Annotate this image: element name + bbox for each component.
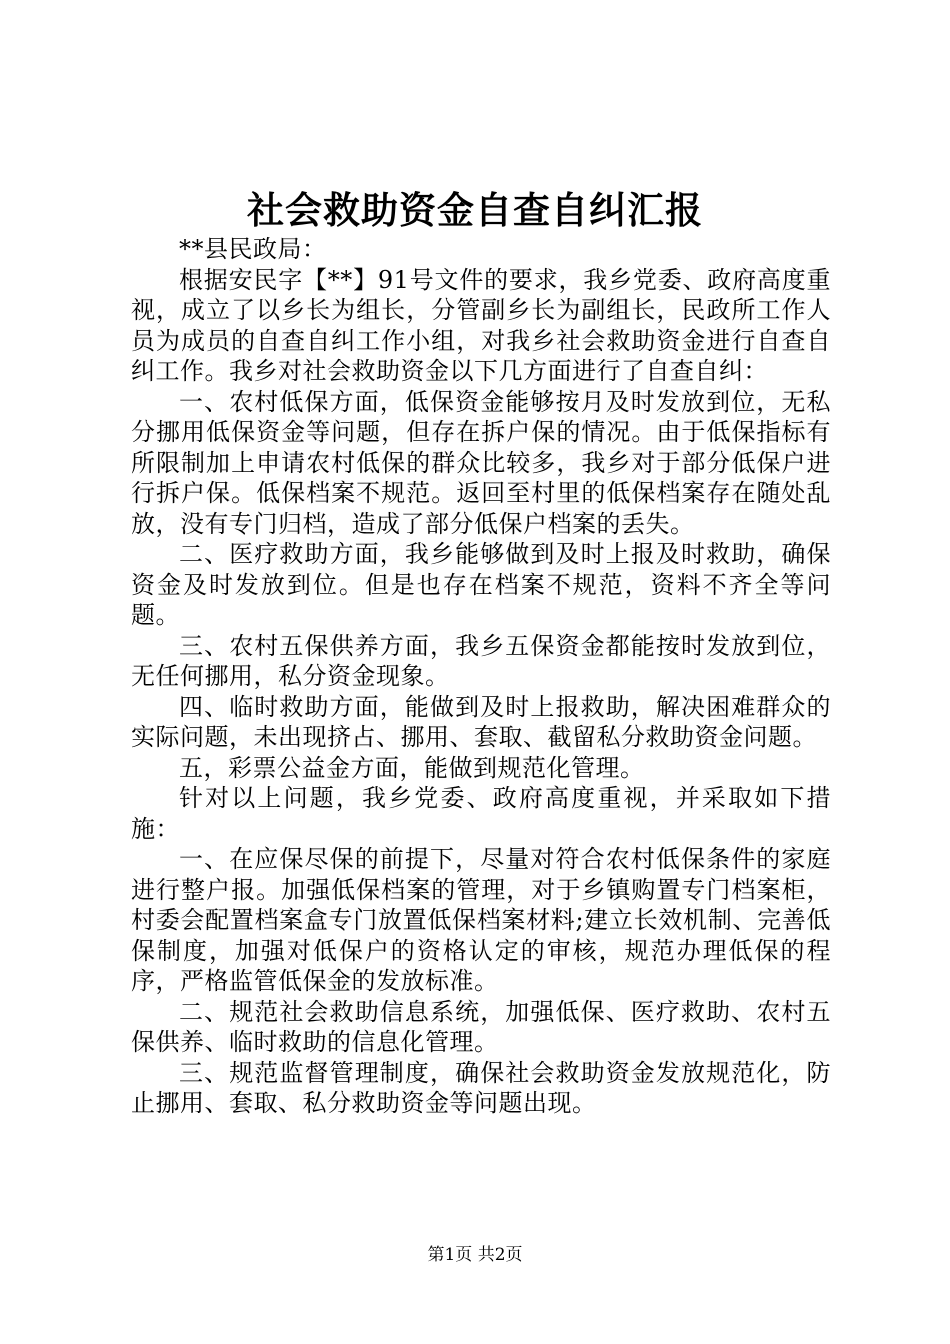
- finding-five-guarantees: 三、农村五保供养方面，我乡五保资金都能按时发放到位，无任何挪用，私分资金现象。: [131, 631, 831, 690]
- intro-paragraph: 根据安民字【**】91号文件的要求，我乡党委、政府高度重视，成立了以乡长为组长，分管副乡长为副组长，民政所工作人员为成员的自查自纠工作小组，对我乡社会救助资金进行自查自纠工作。我乡对社会救助资金以下几方面进行了自查自纠：: [131, 265, 831, 385]
- page-number: 第1页: [427, 1245, 473, 1265]
- page-footer: [0, 1244, 950, 1266]
- measure-3: 三、规范监督管理制度，确保社会救助资金发放规范化，防止挪用、套取、私分救助资金等问题出现。: [131, 1058, 831, 1117]
- finding-medical-aid: 二、医疗救助方面，我乡能够做到及时上报及时救助，确保资金及时发放到位。但是也存在档案不规范，资料不齐全等问题。: [131, 540, 831, 629]
- measure-2: 二、规范社会救助信息系统，加强低保、医疗救助、农村五保供养、临时救助的信息化管理。: [131, 997, 831, 1056]
- measure-1: 一、在应保尽保的前提下，尽量对符合农村低保条件的家庭进行整户报。加强低保档案的管理，对于乡镇购置专门档案柜，村委会配置档案盒专门放置低保档案材料;建立长效机制、完善低保制度，加强对低保户的资格认定的审核，规范办理低保的程序，严格监管低保金的发放标准。: [131, 845, 831, 995]
- finding-rural-subsistence: 一、农村低保方面，低保资金能够按月及时发放到位，无私分挪用低保资金等问题，但存在拆户保的情况。由于低保指标有所限制加上申请农村低保的群众比较多，我乡对于部分低保户进行拆户保。低保档案不规范。返回至村里的低保档案存在随处乱放，没有专门归档，造成了部分低保户档案的丢失。: [131, 387, 831, 538]
- finding-lottery-fund: 五，彩票公益金方面，能做到规范化管理。: [179, 753, 645, 782]
- page-title: 社会救助资金自查自纠汇报: [247, 188, 703, 232]
- page-total: 共2页: [477, 1245, 523, 1265]
- document-body: [131, 234, 831, 1119]
- salutation: **县民政局：: [179, 235, 327, 263]
- finding-temporary-aid: 四、临时救助方面，能做到及时上报救助，解决困难群众的实际问题，未出现挤占、挪用、套取、截留私分救助资金问题。: [131, 692, 831, 751]
- measures-intro: 针对以上问题，我乡党委、政府高度重视，并采取如下措施：: [131, 784, 831, 843]
